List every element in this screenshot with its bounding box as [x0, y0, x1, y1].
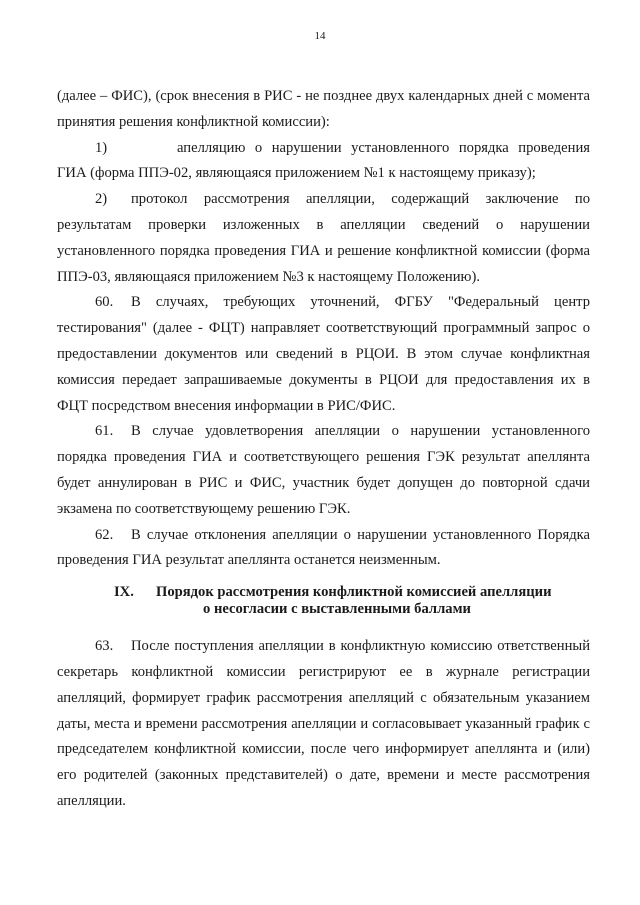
- paragraph-61-text: В случае удовлетворения апелляции о нарушении установленного порядка проведения ГИА и соответствующего решения ГЭК результат апеллянта будет аннулирован в РИС и ФИС, участник будет допущен до повторной сдачи экзамена по соответствующему решению ГЭК.: [57, 423, 590, 517]
- section-number: IX.: [114, 584, 134, 601]
- paragraph-61-number: 61.: [95, 423, 114, 440]
- paragraph-63-number: 63.: [95, 638, 114, 655]
- list-item-2-text: протокол рассмотрения апелляции, содержащий заключение по результатам проверки изложенных в апелляции сведений о нарушении установленного порядка проведения ГИА и решение конфликтной комиссии (форма ППЭ-03, являющаяся приложением №3 к настоящему Положению).: [57, 191, 590, 285]
- list-item-1: [57, 136, 590, 188]
- paragraph-60: [57, 290, 590, 419]
- list-item-1-text: апелляцию о нарушении установленного порядка проведения ГИА (форма ППЭ-02, являющаяся приложением №1 к настоящему приказу);: [57, 139, 590, 182]
- section-title-line-2: о несогласии с выставленными баллами: [203, 601, 471, 618]
- paragraph-61: [57, 419, 590, 522]
- paragraph-60-text: В случаях, требующих уточнений, ФГБУ "Федеральный центр тестирования" (далее - ФЦТ) направляет соответствующий программный запрос о предоставлении документов или сведений в РЦОИ. В этом случае конфликтная комиссия передает запрашиваемые документы в РЦОИ для предоставления их в ФЦТ посредством внесения информации в РИС/ФИС.: [57, 294, 590, 414]
- paragraph-62-number: 62.: [95, 526, 114, 543]
- section-heading: [57, 584, 590, 618]
- document-body: [57, 84, 590, 815]
- paragraph-63-text: После поступления апелляции в конфликтную комиссию ответственный секретарь конфликтной комиссии регистрируют ее в журнале регистрации апелляций, формирует график рассмотрения апелляций с обязательным указанием даты, места и времени рассмотрения апелляции и согласовывает указанный график с председателем конфликтной комиссии, после чего информирует апеллянта и (или) его родителей (законных представителей) о дате, времени и месте рассмотрения апелляции.: [57, 638, 590, 809]
- intro-paragraph: (далее – ФИС), (срок внесения в РИС - не позднее двух календарных дней с момента принятия решения конфликтной комиссии):: [57, 88, 590, 130]
- paragraph-63: [57, 634, 590, 815]
- paragraph-62-text: В случае отклонения апелляции о нарушении установленного Порядка проведения ГИА результат апеллянта останется неизменным.: [57, 526, 590, 569]
- section-title-line-1: Порядок рассмотрения конфликтной комиссией апелляции: [156, 584, 552, 601]
- list-item-1-number: 1): [95, 139, 108, 156]
- paragraph-62: [57, 523, 590, 575]
- page-number: 14: [314, 30, 326, 42]
- list-item-2-number: 2): [95, 191, 108, 208]
- list-item-2: [57, 187, 590, 290]
- paragraph-60-number: 60.: [95, 294, 114, 311]
